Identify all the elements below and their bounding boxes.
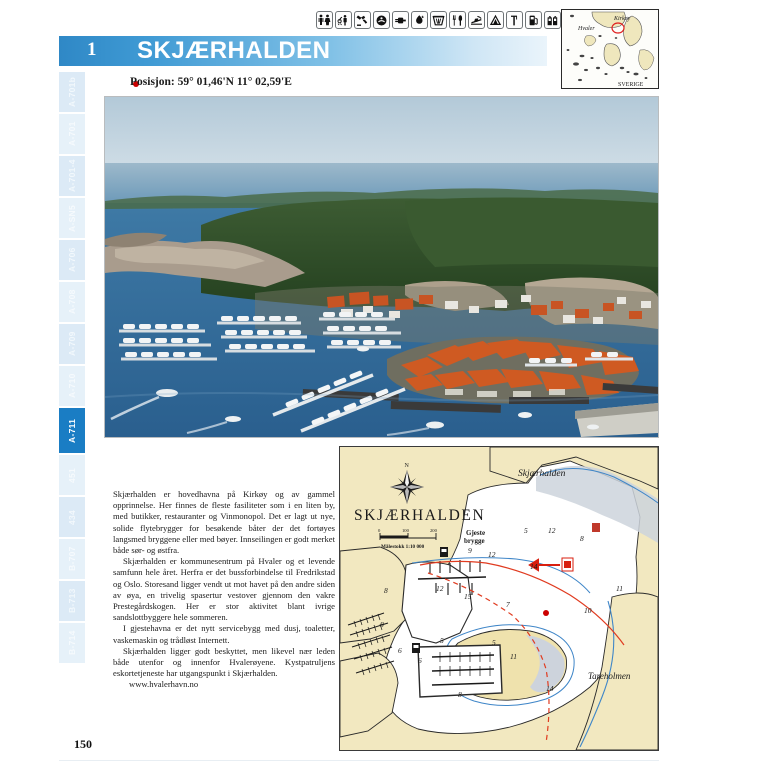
toilet-icon bbox=[316, 11, 333, 29]
page-title: SKJÆRHALDEN bbox=[137, 37, 331, 64]
sidebar-tab-b707[interactable]: B-707 bbox=[59, 539, 85, 579]
svg-text:5: 5 bbox=[524, 526, 528, 535]
sidebar-tab-451[interactable]: 451 bbox=[59, 455, 85, 495]
water-tap-icon bbox=[411, 11, 428, 29]
sidebar-tab-b714[interactable]: B-714 bbox=[59, 623, 85, 663]
sidebar-tab-a711-active[interactable]: A-711 bbox=[59, 408, 85, 453]
svg-text:brygge: brygge bbox=[464, 537, 485, 545]
svg-text:10: 10 bbox=[584, 606, 592, 615]
shower-icon bbox=[335, 11, 352, 29]
nautical-chart-skjaerhalden bbox=[339, 446, 659, 751]
svg-text:Skjærhalden: Skjærhalden bbox=[518, 469, 566, 479]
restaurant-icon bbox=[449, 11, 466, 29]
svg-text:SKJÆRHALDEN: SKJÆRHALDEN bbox=[354, 507, 486, 524]
sidebar-tab-a708[interactable]: A-708 bbox=[59, 282, 85, 322]
svg-text:6: 6 bbox=[418, 656, 422, 665]
svg-text:6: 6 bbox=[398, 646, 402, 655]
locator-inset-map bbox=[561, 9, 659, 89]
svg-text:11: 11 bbox=[616, 584, 623, 593]
washing-machine-icon bbox=[354, 11, 371, 29]
svg-text:5: 5 bbox=[492, 638, 496, 647]
crane-icon bbox=[506, 11, 523, 29]
svg-text:8: 8 bbox=[384, 586, 388, 595]
entry-number: 1 bbox=[87, 39, 97, 60]
svg-text:7: 7 bbox=[506, 600, 510, 609]
svg-text:12: 12 bbox=[488, 550, 496, 559]
body-paragraph-4: Skjærhalden ligger godt beskyttet, men likevel nær leden både utenfor og innenfor Hvalerøyene. Kystpatruljens eskortetjeneste har utgangspunkt i Skjærhalden. bbox=[113, 645, 335, 679]
svg-text:0: 0 bbox=[378, 528, 381, 533]
body-paragraph-1: Skjærhalden er hovedhavna på Kirkøy og av gammel opprinnelse. Her finnes de fleste fasiliteter som i en liten by, med butikker, restauranter og Vinmonopol. Det er lagt ut nye, solide flytebrygger for besøkende båter der det fortøyes langsmed bryggene eller med bøyer. Innseilingen er godt merket både sør- og østfra. bbox=[113, 489, 335, 556]
website-link[interactable]: www.hvalerhavn.no bbox=[129, 679, 199, 690]
svg-text:9: 9 bbox=[468, 546, 472, 555]
wifi-icon bbox=[373, 11, 390, 29]
body-paragraph-3: I gjestehavna er det nytt servicebygg med dusj, toaletter, vaskemaskin og trådløst Internett. bbox=[113, 623, 335, 645]
aerial-photo-skjaerhalden bbox=[104, 96, 659, 438]
svg-text:15: 15 bbox=[464, 592, 472, 601]
svg-text:Kirkøy: Kirkøy bbox=[614, 16, 631, 22]
svg-text:8: 8 bbox=[458, 690, 462, 699]
electricity-plug-icon bbox=[392, 11, 409, 29]
shop-icon bbox=[544, 11, 561, 29]
camping-icon bbox=[487, 11, 504, 29]
svg-text:Målestokk 1:10 000: Målestokk 1:10 000 bbox=[381, 544, 425, 550]
footer-divider bbox=[59, 760, 659, 761]
svg-text:12: 12 bbox=[548, 526, 556, 535]
waste-disposal-icon bbox=[430, 11, 447, 29]
sidebar-tab-a706[interactable]: A-706 bbox=[59, 240, 85, 280]
position-text: Posisjon: 59° 01,46'N 11° 02,59'E bbox=[130, 76, 292, 88]
svg-text:14: 14 bbox=[546, 684, 554, 693]
svg-text:8: 8 bbox=[580, 534, 584, 543]
svg-text:11: 11 bbox=[510, 652, 517, 661]
svg-text:100: 100 bbox=[402, 528, 409, 533]
side-index-tabs bbox=[59, 72, 85, 665]
section-title-bar bbox=[59, 36, 547, 66]
sidebar-tab-a710[interactable]: A-710 bbox=[59, 366, 85, 406]
body-paragraph-2: Skjærhalden er kommunesentrum på Hvaler og et levende samfunn hele året. Herfra er det bussforbindelse til Fredrikstad og Oslo. Storesand ligger vendt ut mot havet på den andre siden av øya, en trivelig spasertur vestover gjennom den vakre Prestegårdskogen. Her er stor aktivitet blant ivrige sandslottbyggere hele sommeren. bbox=[113, 556, 335, 623]
facility-icon-strip bbox=[316, 11, 561, 29]
sidebar-tab-a709[interactable]: A-709 bbox=[59, 324, 85, 364]
svg-text:12: 12 bbox=[436, 584, 444, 593]
svg-text:8: 8 bbox=[380, 620, 384, 629]
sidebar-tab-a7014[interactable]: A-701-4 bbox=[59, 156, 85, 196]
svg-text:Tareholmen: Tareholmen bbox=[588, 671, 631, 681]
svg-text:5: 5 bbox=[440, 636, 444, 645]
sidebar-tab-b713[interactable]: B-713 bbox=[59, 581, 85, 621]
sidebar-tab-434[interactable]: 434 bbox=[59, 497, 85, 537]
svg-text:Hvaler: Hvaler bbox=[578, 26, 595, 32]
slipway-icon bbox=[468, 11, 485, 29]
body-text-column bbox=[113, 489, 335, 691]
svg-text:N: N bbox=[404, 463, 409, 469]
sidebar-tab-asn5[interactable]: A-SN5 bbox=[59, 198, 85, 238]
page-number: 150 bbox=[74, 737, 92, 751]
sidebar-tab-a701b[interactable]: A-701b bbox=[59, 72, 85, 112]
fuel-pump-icon bbox=[525, 11, 542, 29]
svg-text:14: 14 bbox=[530, 562, 538, 571]
sidebar-tab-a701[interactable]: A-701 bbox=[59, 114, 85, 154]
svg-text:SVERIGE: SVERIGE bbox=[618, 82, 644, 88]
svg-text:Gjeste: Gjeste bbox=[466, 529, 486, 537]
svg-text:200: 200 bbox=[430, 528, 437, 533]
